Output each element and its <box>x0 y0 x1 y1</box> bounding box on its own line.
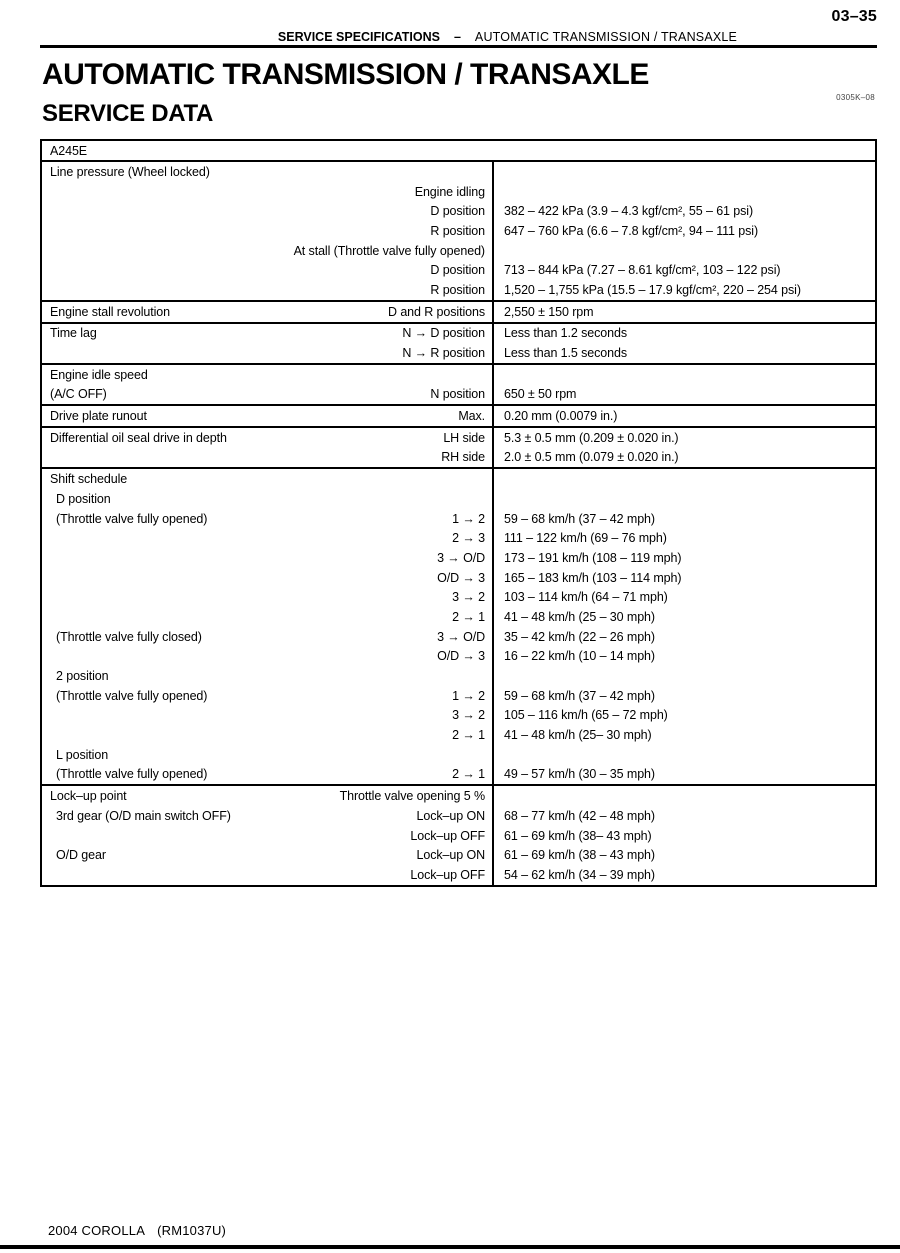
spec-row <box>42 607 875 627</box>
spec-item-cell <box>42 448 494 468</box>
spec-item-cell <box>42 548 494 568</box>
spec-row <box>42 406 875 426</box>
spec-item-cell <box>42 706 494 726</box>
spec-condition-label: R position <box>430 223 485 238</box>
spec-row <box>42 686 875 706</box>
spec-row <box>42 826 875 846</box>
spec-condition-label: R position <box>430 282 485 297</box>
spec-value: 59 – 68 km/h (37 – 42 mph) <box>504 511 655 526</box>
footer-manual-code: (RM1037U) <box>157 1223 227 1238</box>
spec-section-shift-schedule <box>42 467 875 784</box>
spec-condition-label: 2 → 1 <box>452 609 485 624</box>
spec-condition-label: N → D position <box>402 326 485 341</box>
page-title: AUTOMATIC TRANSMISSION / TRANSAXLE <box>42 58 649 91</box>
spec-section-lock-up-point <box>42 784 875 884</box>
spec-row <box>42 587 875 607</box>
spec-value: 2.0 ± 0.5 mm (0.079 ± 0.020 in.) <box>504 450 679 465</box>
running-header <box>0 30 900 44</box>
spec-item-cell <box>42 725 494 745</box>
spec-item-cell <box>42 260 494 280</box>
spec-row <box>42 428 875 448</box>
spec-item-cell <box>42 162 494 182</box>
page-footer <box>48 1223 226 1238</box>
spec-item-label: Differential oil seal drive in depth <box>50 430 227 445</box>
spec-item-cell <box>42 647 494 667</box>
spec-row <box>42 280 875 300</box>
spec-item-label: (A/C OFF) <box>50 387 107 402</box>
spec-value: 0.20 mm (0.0079 in.) <box>504 409 618 424</box>
spec-condition-label: Lock–up ON <box>416 848 485 863</box>
spec-condition-label: 2 → 3 <box>452 531 485 546</box>
spec-item-cell <box>42 280 494 300</box>
spec-value <box>494 182 875 202</box>
spec-condition-label: Throttle valve opening 5 % <box>339 789 485 804</box>
spec-item-cell <box>42 182 494 202</box>
footer-model: 2004 COROLLA <box>48 1223 146 1238</box>
spec-row <box>42 489 875 509</box>
spec-condition-label: N → R position <box>402 346 485 361</box>
spec-value: 61 – 69 km/h (38 – 43 mph) <box>504 848 655 863</box>
spec-condition-label: Engine idling <box>414 184 485 199</box>
spec-value: 54 – 62 km/h (34 – 39 mph) <box>504 867 655 882</box>
running-header-chapter: AUTOMATIC TRANSMISSION / TRANSAXLE <box>474 30 738 44</box>
spec-item-label: (Throttle valve fully closed) <box>56 629 202 644</box>
spec-item-label: (Throttle valve fully opened) <box>56 688 208 703</box>
spec-item-label: O/D gear <box>56 848 106 863</box>
spec-condition-label: Max. <box>458 409 485 424</box>
spec-row <box>42 260 875 280</box>
spec-section-engine-idle-speed <box>42 363 875 404</box>
spec-value: 61 – 69 km/h (38– 43 mph) <box>504 828 652 843</box>
spec-item-cell <box>42 241 494 261</box>
spec-value: 111 – 122 km/h (69 – 76 mph) <box>504 531 667 546</box>
spec-value <box>494 745 875 765</box>
spec-row <box>42 647 875 667</box>
spec-condition-label: D and R positions <box>388 304 485 319</box>
spec-item-cell <box>42 428 494 448</box>
transmission-model-row: A245E <box>42 141 875 162</box>
spec-value: 105 – 116 km/h (65 – 72 mph) <box>504 708 668 723</box>
spec-condition-label: At stall (Throttle valve fully opened) <box>293 243 485 258</box>
spec-item-label: 3rd gear (O/D main switch OFF) <box>56 808 231 823</box>
spec-condition-label: 2 → 1 <box>452 767 485 782</box>
spec-row <box>42 765 875 785</box>
spec-item-cell <box>42 406 494 426</box>
spec-value: 647 – 760 kPa (6.6 – 7.8 kgf/cm², 94 – 111 psi) <box>504 223 759 238</box>
spec-condition-label: O/D → 3 <box>437 649 485 664</box>
spec-value: 2,550 ± 150 rpm <box>504 304 594 319</box>
spec-row <box>42 221 875 241</box>
spec-value: 41 – 48 km/h (25 – 30 mph) <box>504 609 655 624</box>
spec-item-cell <box>42 221 494 241</box>
spec-condition-label: 3 → O/D <box>437 550 485 565</box>
spec-condition-label: 3 → 2 <box>452 590 485 605</box>
spec-row <box>42 806 875 826</box>
spec-row <box>42 469 875 489</box>
running-header-separator: – <box>453 30 461 44</box>
spec-item-cell <box>42 865 494 885</box>
spec-value: 16 – 22 km/h (10 – 14 mph) <box>504 649 655 664</box>
spec-value <box>494 469 875 489</box>
spec-item-cell <box>42 666 494 686</box>
spec-item-label: L position <box>56 747 109 762</box>
spec-item-cell <box>42 489 494 509</box>
spec-row <box>42 528 875 548</box>
spec-condition-label: D position <box>430 204 485 219</box>
spec-value: 1,520 – 1,755 kPa (15.5 – 17.9 kgf/cm², 220 – 254 psi) <box>504 282 801 297</box>
spec-item-label: (Throttle valve fully opened) <box>56 767 208 782</box>
spec-value <box>494 365 875 385</box>
spec-item-cell <box>42 201 494 221</box>
spec-item-cell <box>42 765 494 785</box>
spec-value: Less than 1.2 seconds <box>504 326 627 341</box>
spec-item-cell <box>42 385 494 405</box>
spec-item-cell <box>42 469 494 489</box>
spec-row <box>42 302 875 322</box>
spec-section-differential-oil-seal <box>42 426 875 467</box>
spec-value <box>494 489 875 509</box>
spec-section-engine-stall-revolution <box>42 300 875 322</box>
spec-row <box>42 627 875 647</box>
spec-condition-label: O/D → 3 <box>437 570 485 585</box>
spec-condition-label: RH side <box>441 450 485 465</box>
spec-value: 650 ± 50 rpm <box>504 387 577 402</box>
spec-value: 68 – 77 km/h (42 – 48 mph) <box>504 808 655 823</box>
spec-condition-label: 1 → 2 <box>452 511 485 526</box>
spec-item-cell <box>42 826 494 846</box>
spec-item-label: Engine idle speed <box>50 367 148 382</box>
spec-row <box>42 745 875 765</box>
spec-row <box>42 324 875 344</box>
spec-item-label: 2 position <box>56 669 109 684</box>
spec-row <box>42 162 875 182</box>
spec-value: 382 – 422 kPa (3.9 – 4.3 kgf/cm², 55 – 61 psi) <box>504 204 754 219</box>
spec-value: 35 – 42 km/h (22 – 26 mph) <box>504 629 655 644</box>
spec-value: 165 – 183 km/h (103 – 114 mph) <box>504 570 682 585</box>
spec-row <box>42 182 875 202</box>
spec-condition-label: 2 → 1 <box>452 728 485 743</box>
spec-item-cell <box>42 745 494 765</box>
spec-row <box>42 343 875 363</box>
spec-condition-label: N position <box>430 387 485 402</box>
spec-item-cell <box>42 324 494 344</box>
spec-value: 41 – 48 km/h (25– 30 mph) <box>504 728 652 743</box>
spec-item-cell <box>42 607 494 627</box>
spec-item-cell <box>42 627 494 647</box>
header-rule <box>40 45 877 48</box>
spec-value: 103 – 114 km/h (64 – 71 mph) <box>504 590 668 605</box>
spec-item-label: Line pressure (Wheel locked) <box>50 164 210 179</box>
spec-row <box>42 786 875 806</box>
spec-item-label: Lock–up point <box>50 789 127 804</box>
spec-item-cell <box>42 528 494 548</box>
spec-row <box>42 725 875 745</box>
service-data-table <box>40 139 877 887</box>
spec-condition-label: Lock–up ON <box>416 808 485 823</box>
spec-row <box>42 568 875 588</box>
spec-item-label: D position <box>56 491 111 506</box>
spec-row <box>42 365 875 385</box>
spec-item-cell <box>42 568 494 588</box>
spec-item-label: Drive plate runout <box>50 409 147 424</box>
running-header-section: SERVICE SPECIFICATIONS <box>278 30 440 47</box>
spec-section-time-lag <box>42 322 875 363</box>
page-number: 03–35 <box>831 8 877 25</box>
spec-item-label: Shift schedule <box>50 472 128 487</box>
spec-value <box>494 241 875 261</box>
footer-rule <box>0 1245 900 1249</box>
spec-value <box>494 666 875 686</box>
spec-row <box>42 666 875 686</box>
spec-item-cell <box>42 587 494 607</box>
spec-value: 713 – 844 kPa (7.27 – 8.61 kgf/cm², 103 – 122 psi) <box>504 263 781 278</box>
spec-row <box>42 241 875 261</box>
spec-item-cell <box>42 509 494 529</box>
spec-value <box>494 786 875 806</box>
spec-row <box>42 448 875 468</box>
spec-condition-label: Lock–up OFF <box>410 867 485 882</box>
spec-value: 173 – 191 km/h (108 – 119 mph) <box>504 550 682 565</box>
spec-section-line-pressure <box>42 162 875 300</box>
spec-row <box>42 385 875 405</box>
spec-item-cell <box>42 302 494 322</box>
spec-condition-label: LH side <box>443 430 485 445</box>
spec-condition-label: 3 → 2 <box>452 708 485 723</box>
spec-item-cell <box>42 365 494 385</box>
spec-value: 5.3 ± 0.5 mm (0.209 ± 0.020 in.) <box>504 430 679 445</box>
spec-value <box>494 162 875 182</box>
spec-value: Less than 1.5 seconds <box>504 346 627 361</box>
spec-item-cell <box>42 686 494 706</box>
spec-condition-label: 1 → 2 <box>452 688 485 703</box>
spec-row <box>42 201 875 221</box>
spec-item-label: Time lag <box>50 326 97 341</box>
spec-value: 59 – 68 km/h (37 – 42 mph) <box>504 688 655 703</box>
spec-item-label: (Throttle valve fully opened) <box>56 511 208 526</box>
spec-row <box>42 706 875 726</box>
spec-item-cell <box>42 806 494 826</box>
spec-condition-label: 3 → O/D <box>437 629 485 644</box>
spec-row <box>42 865 875 885</box>
spec-value: 49 – 57 km/h (30 – 35 mph) <box>504 767 655 782</box>
spec-condition-label: D position <box>430 263 485 278</box>
page-subtitle: SERVICE DATA <box>42 100 214 127</box>
spec-row <box>42 548 875 568</box>
spec-row <box>42 845 875 865</box>
spec-section-drive-plate-runout <box>42 404 875 426</box>
spec-item-cell <box>42 786 494 806</box>
spec-item-label: Engine stall revolution <box>50 304 170 319</box>
spec-row <box>42 509 875 529</box>
spec-item-cell <box>42 343 494 363</box>
document-code: 0305K–08 <box>836 93 875 102</box>
spec-item-cell <box>42 845 494 865</box>
spec-condition-label: Lock–up OFF <box>410 828 485 843</box>
